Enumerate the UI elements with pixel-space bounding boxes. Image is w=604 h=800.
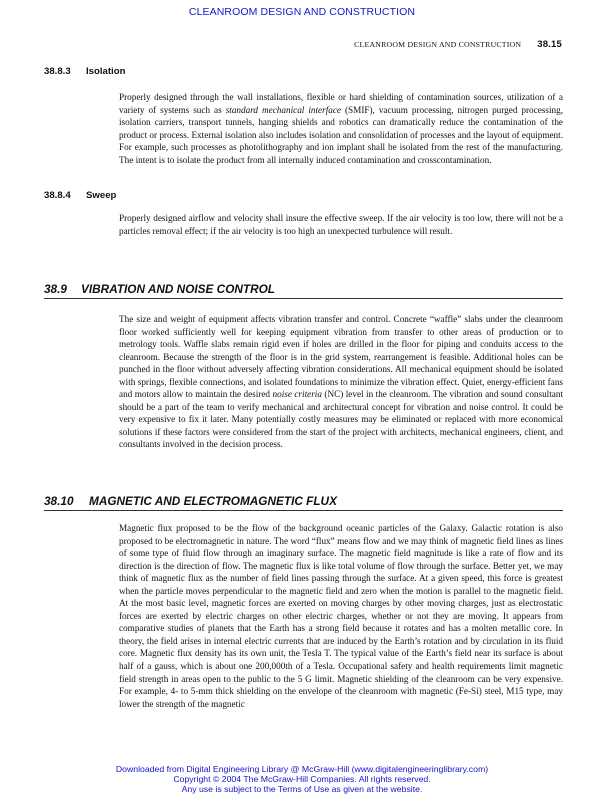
footer-download-line: Downloaded from Digital Engineering Library @ McGraw-Hill (www.digitalengineeringlibrary.com) xyxy=(115,764,489,774)
section-number: 38.10 xyxy=(44,494,74,508)
sweep-paragraph: Properly designed airflow and velocity shall insure the effective sweep. If the air velocity is too low, there will not be a particles removal effect; if the air velocity is too high an unexpected turbulence will result. xyxy=(119,213,563,236)
top-banner: CLEANROOM DESIGN AND CONSTRUCTION xyxy=(188,6,416,18)
section-title: MAGNETIC AND ELECTROMAGNETIC FLUX xyxy=(89,494,337,508)
section-number: 38.9 xyxy=(44,282,67,296)
emphasis-term: standard mechanical interface xyxy=(225,104,341,115)
subsection-heading-sweep xyxy=(44,190,116,201)
subsection-title: Sweep xyxy=(86,190,117,201)
subsection-heading-isolation xyxy=(44,66,125,77)
section-rule xyxy=(44,510,563,511)
subsection-number: 38.8.4 xyxy=(44,190,71,201)
page-number: 38.15 xyxy=(537,39,562,50)
footer-terms-line: Any use is subject to the Terms of Use as given at the website. xyxy=(181,783,423,794)
subsection-number: 38.8.3 xyxy=(44,66,71,77)
emphasis-term: noise criteria xyxy=(272,389,322,400)
section-heading-vibration xyxy=(44,282,275,296)
magnetic-paragraph: Magnetic flux proposed to be the flow of the background oceanic particles of the Galaxy. Galactic rotation is also proposed to be electromagnetic in nature. The word “flux” means flow and we may think of magnetic field lines as lines of some type of fluid flow through an imaginary surface. The magnetic field magnitude is like a rate of flow and its direction is the direction of flow. The magnetic flux is like total volume of flow through the surface. Better yet, we may think of magnetic flux as the number of field lines passing through the surface. At a given speed, this force is greatest when the particle moves perpendicular to the magnetic field and zero when the motion is parallel to the magnetic field. At the most basic level, magnetic forces are exerted on moving charges by other moving charges, just as electrostatic forces are exerted by electric charges on other electric charges, whether or not they are moving. It appears from comparative studies of planets that the Earth has a strong field because it rotates and has a molten metallic core. In theory, the field arises in internal electric currents that are induced by the Earth’s rotation and by circulation in its fluid core. Magnetic flux density has its own unit, the Tesla T. The typical value of the Earth’s field near its surface is about half of a gauss, which is about one 200,000th of a Tesla. Occupational safety and health requirements limit magnetic field strength in areas open to the public to the 5 G limit. Magnetic shielding of the cleanroom can be very expensive. For example, 4- to 5-mm thick shielding on the envelope of the cleanroom with magnetic (Fe-Si) steel, M15 type, may lower the strength of the magnetic xyxy=(119,523,563,709)
section-heading-magnetic xyxy=(44,494,337,508)
subsection-title: Isolation xyxy=(86,66,126,77)
section-rule xyxy=(44,298,563,299)
footer-copyright-line: Copyright © 2004 The McGraw-Hill Companies. All rights reserved. xyxy=(173,773,431,784)
running-head-title: CLEANROOM DESIGN AND CONSTRUCTION xyxy=(354,40,522,49)
isolation-paragraph: Properly designed through the wall installations, flexible or hard shielding of contamination sources, utilization of a variety of systems such as standard mechanical interface (SMIF), vacuum processing, nitrogen purged processing, isolation carriers, transport tunnels, hanging shields and robotics can dramatically reduce the contamination of the product or process. External isolation also includes isolation and consolidation of processes and the layout of equipment. For example, such processes as photolithography and ion implant shall be isolated from the rest of the manufacturing. The intent is to isolate the product from all internally induced contamination and crosscontamination. xyxy=(119,92,563,165)
section-title: VIBRATION AND NOISE CONTROL xyxy=(81,282,275,296)
footer-notice xyxy=(0,765,604,794)
running-head xyxy=(354,39,562,50)
vibration-paragraph: The size and weight of equipment affects vibration transfer and control. Concrete “waffle” slabs under the cleanroom floor worked sufficiently well for keeping equipment vibration from transfer to other areas of production or to metrology tools. Waffle slabs remain rigid even if holes are drilled in the floor for piping and conduits access to the cleanroom. Because the strength of the floor is in the grid system, rearrangement is feasible. Additional holes can be punched in the floor without adversely affecting vibration considerations. All mechanical equipment should be isolated with springs, flexible connections, and isolated foundations to minimize the vibration effect. Quiet, energy-efficient fans and motors allow to maintain the desired noise criteria (NC) level in the cleanroom. The vibration and sound consultant should be a part of the team to verify mechanical and architectural concept for vibration and noise control. It could be very expensive to fix it later. Many potentially costly measures may be eliminated or replaced with more economical solutions if these factors were considered from the start of the project with architects, mechanical engineers, client, and consultants involved in the decision process. xyxy=(119,314,564,450)
